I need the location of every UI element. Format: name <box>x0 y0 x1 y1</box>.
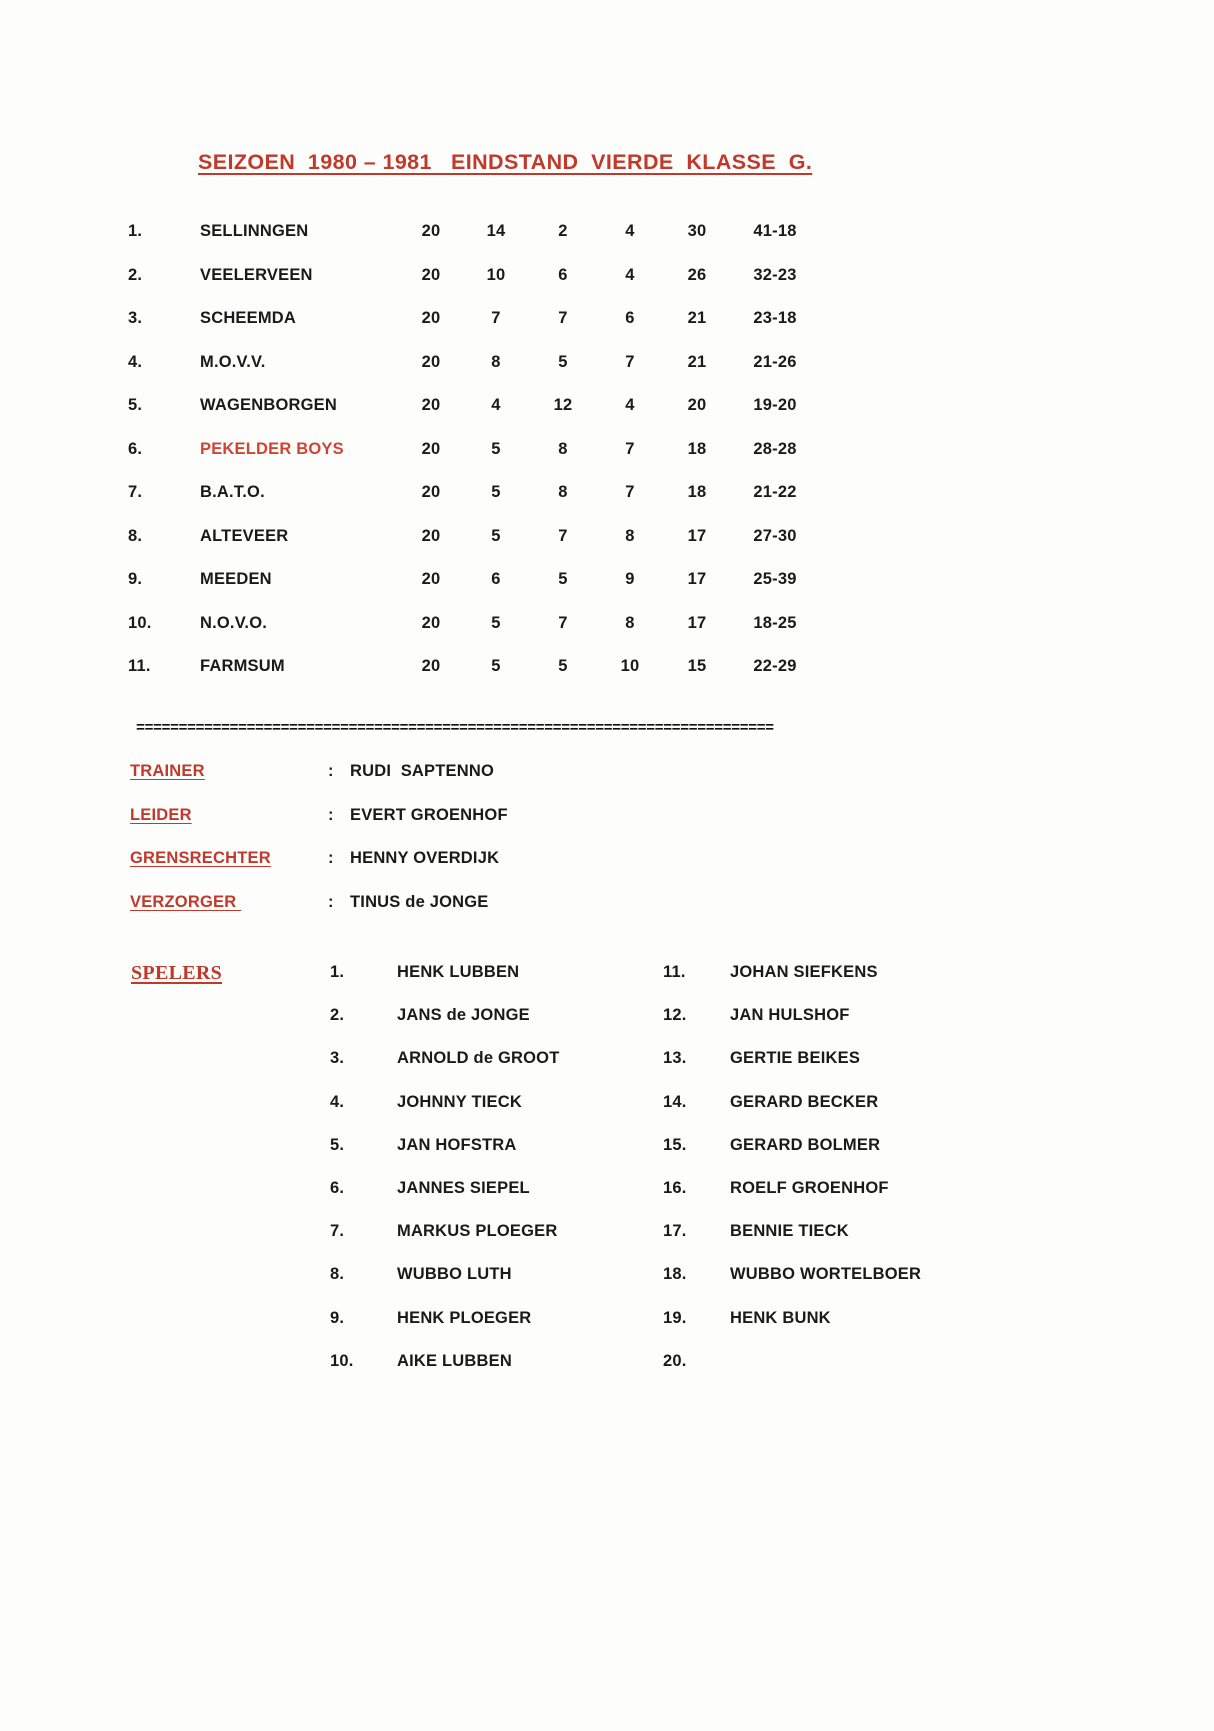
section-divider: =========================================================================== <box>136 720 774 737</box>
row-played: 20 <box>421 396 441 414</box>
table-row <box>128 396 828 440</box>
player-number: 14. <box>663 1092 687 1111</box>
row-position: 6. <box>128 439 143 458</box>
table-row <box>128 483 828 527</box>
player-number: 16. <box>663 1178 687 1197</box>
row-played: 20 <box>421 222 441 240</box>
list-item <box>663 1136 921 1179</box>
player-name: ARNOLD de GROOT <box>397 1049 560 1068</box>
players-column-left <box>330 963 560 1395</box>
table-row <box>128 614 828 658</box>
row-position: 1. <box>128 222 143 240</box>
row-played: 20 <box>421 265 441 284</box>
list-item <box>663 963 921 1006</box>
row-team-name: N.O.V.O. <box>200 613 268 632</box>
list-item <box>330 1309 560 1352</box>
player-name: HENK PLOEGER <box>397 1308 532 1327</box>
row-played: 20 <box>421 352 441 371</box>
row-points: 17 <box>687 570 707 588</box>
row-goals: 22-29 <box>753 657 797 675</box>
row-team-name: FARMSUM <box>200 657 285 675</box>
row-goals: 23-18 <box>753 309 797 327</box>
row-played: 20 <box>421 657 441 675</box>
row-team-name: SELLINNGEN <box>200 222 309 240</box>
staff-role-label: VERZORGER <box>130 892 242 911</box>
player-number: 10. <box>330 1351 354 1370</box>
list-item <box>663 1093 921 1136</box>
player-name: JOHNNY TIECK <box>397 1092 522 1111</box>
row-points: 18 <box>687 439 707 458</box>
row-played: 20 <box>421 526 441 545</box>
row-drawn: 5 <box>558 570 568 588</box>
player-name: JANNES SIEPEL <box>397 1178 530 1197</box>
staff-row <box>130 893 508 937</box>
row-drawn: 2 <box>558 222 568 240</box>
staff-colon: : <box>328 892 334 911</box>
table-row <box>128 657 828 701</box>
row-position: 5. <box>128 396 143 414</box>
player-number: 5. <box>330 1135 345 1154</box>
staff-person-name: TINUS de JONGE <box>350 892 489 911</box>
list-item <box>330 1093 560 1136</box>
table-row <box>128 353 828 397</box>
row-played: 20 <box>421 570 441 588</box>
row-position: 8. <box>128 526 143 545</box>
row-points: 17 <box>687 613 707 632</box>
row-position: 7. <box>128 483 143 501</box>
row-won: 5 <box>491 483 501 501</box>
player-name: WUBBO LUTH <box>397 1265 512 1284</box>
staff-row <box>130 806 508 850</box>
row-goals: 41-18 <box>753 222 797 240</box>
row-won: 5 <box>491 439 501 458</box>
row-lost: 7 <box>625 352 635 371</box>
staff-person-name: EVERT GROENHOF <box>350 805 508 824</box>
row-won: 14 <box>486 222 506 240</box>
row-points: 21 <box>687 309 707 327</box>
row-team-name: M.O.V.V. <box>200 352 266 371</box>
player-number: 17. <box>663 1222 687 1241</box>
row-played: 20 <box>421 439 441 458</box>
row-position: 10. <box>128 613 152 632</box>
player-number: 7. <box>330 1222 345 1241</box>
players-section-label: SPELERS <box>131 962 223 984</box>
staff-role-label: LEIDER <box>130 805 192 824</box>
player-number: 12. <box>663 1006 687 1025</box>
row-drawn: 7 <box>558 613 568 632</box>
player-name: JAN HOFSTRA <box>397 1135 517 1154</box>
row-points: 30 <box>687 222 707 240</box>
row-played: 20 <box>421 309 441 327</box>
table-row <box>128 440 828 484</box>
row-won: 4 <box>491 396 501 414</box>
player-number: 13. <box>663 1049 687 1068</box>
row-goals: 21-22 <box>753 483 797 501</box>
row-points: 21 <box>687 352 707 371</box>
row-lost: 7 <box>625 483 635 501</box>
row-position: 4. <box>128 352 143 371</box>
row-won: 5 <box>491 613 501 632</box>
row-goals: 32-23 <box>753 265 797 284</box>
standings-table <box>128 222 828 701</box>
list-item <box>330 1049 560 1092</box>
row-drawn: 7 <box>558 526 568 545</box>
row-team-name: WAGENBORGEN <box>200 396 337 414</box>
row-lost: 6 <box>625 309 635 327</box>
row-drawn: 5 <box>558 657 568 675</box>
player-name: JOHAN SIEFKENS <box>730 963 878 981</box>
table-row <box>128 309 828 353</box>
player-number: 2. <box>330 1006 345 1025</box>
player-number: 19. <box>663 1308 687 1327</box>
list-item <box>330 1265 560 1308</box>
row-goals: 19-20 <box>753 396 797 414</box>
player-name: AIKE LUBBEN <box>397 1351 512 1370</box>
row-goals: 21-26 <box>753 352 797 371</box>
players-column-right <box>663 963 921 1395</box>
row-team-name: PEKELDER BOYS <box>200 439 344 458</box>
staff-colon: : <box>328 849 334 867</box>
player-name: ROELF GROENHOF <box>730 1178 889 1197</box>
page-title: SEIZOEN 1980 – 1981 EINDSTAND VIERDE KLASSE G. <box>198 150 813 174</box>
table-row <box>128 266 828 310</box>
row-position: 9. <box>128 570 143 588</box>
staff-row <box>130 762 508 806</box>
player-name: GERARD BOLMER <box>730 1135 881 1154</box>
row-points: 18 <box>687 483 707 501</box>
player-name: JAN HULSHOF <box>730 1006 850 1025</box>
table-row <box>128 527 828 571</box>
list-item <box>663 1179 921 1222</box>
player-number: 9. <box>330 1308 345 1327</box>
row-played: 20 <box>421 613 441 632</box>
player-name: HENK LUBBEN <box>397 963 520 981</box>
player-number: 6. <box>330 1178 345 1197</box>
table-row <box>128 222 828 266</box>
row-position: 11. <box>128 657 151 675</box>
table-row <box>128 570 828 614</box>
player-number: 18. <box>663 1265 687 1284</box>
row-won: 8 <box>491 352 501 371</box>
row-won: 5 <box>491 526 501 545</box>
row-points: 17 <box>687 526 707 545</box>
row-drawn: 12 <box>553 396 573 414</box>
player-number: 3. <box>330 1049 345 1068</box>
row-drawn: 6 <box>558 265 568 284</box>
row-goals: 25-39 <box>753 570 797 588</box>
row-lost: 4 <box>625 265 635 284</box>
list-item <box>330 1222 560 1265</box>
row-points: 20 <box>687 396 707 414</box>
staff-colon: : <box>328 762 334 780</box>
list-item <box>663 1006 921 1049</box>
staff-role-label: GRENSRECHTER <box>130 849 271 867</box>
staff-list <box>130 762 508 936</box>
player-name: WUBBO WORTELBOER <box>730 1265 922 1284</box>
list-item <box>663 1352 921 1395</box>
list-item <box>330 1136 560 1179</box>
row-position: 3. <box>128 309 143 327</box>
player-number: 8. <box>330 1265 345 1284</box>
row-goals: 28-28 <box>753 439 797 458</box>
row-points: 26 <box>687 265 707 284</box>
list-item <box>663 1049 921 1092</box>
row-won: 5 <box>491 657 501 675</box>
player-name: JANS de JONGE <box>397 1006 530 1025</box>
staff-colon: : <box>328 805 334 824</box>
row-lost: 7 <box>625 439 635 458</box>
row-won: 10 <box>486 265 506 284</box>
row-lost: 8 <box>625 613 635 632</box>
staff-person-name: RUDI SAPTENNO <box>350 762 494 780</box>
player-number: 1. <box>330 963 345 981</box>
player-name: HENK BUNK <box>730 1308 831 1327</box>
row-drawn: 5 <box>558 352 568 371</box>
row-goals: 18-25 <box>753 613 797 632</box>
row-won: 7 <box>491 309 501 327</box>
row-position: 2. <box>128 265 143 284</box>
player-name: BENNIE TIECK <box>730 1222 849 1241</box>
player-name: MARKUS PLOEGER <box>397 1222 558 1241</box>
list-item <box>330 963 560 1006</box>
row-lost: 8 <box>625 526 635 545</box>
player-number: 11. <box>663 963 686 981</box>
row-won: 6 <box>491 570 501 588</box>
player-name: GERARD BECKER <box>730 1092 879 1111</box>
row-team-name: MEEDEN <box>200 570 272 588</box>
list-item <box>330 1006 560 1049</box>
staff-row <box>130 849 508 893</box>
row-team-name: ALTEVEER <box>200 526 289 545</box>
staff-role-label: TRAINER <box>130 762 205 780</box>
player-number: 20. <box>663 1351 687 1370</box>
row-lost: 4 <box>625 222 635 240</box>
list-item <box>663 1265 921 1308</box>
row-played: 20 <box>421 483 441 501</box>
row-team-name: B.A.T.O. <box>200 483 265 501</box>
player-number: 4. <box>330 1092 345 1111</box>
row-drawn: 8 <box>558 483 568 501</box>
row-drawn: 8 <box>558 439 568 458</box>
player-number: 15. <box>663 1135 687 1154</box>
list-item <box>663 1309 921 1352</box>
row-team-name: SCHEEMDA <box>200 309 297 327</box>
row-goals: 27-30 <box>753 526 797 545</box>
row-lost: 9 <box>625 570 635 588</box>
list-item <box>330 1352 560 1395</box>
row-lost: 10 <box>620 657 640 675</box>
row-drawn: 7 <box>558 309 568 327</box>
row-lost: 4 <box>625 396 635 414</box>
list-item <box>330 1179 560 1222</box>
list-item <box>663 1222 921 1265</box>
row-points: 15 <box>687 657 707 675</box>
row-team-name: VEELERVEEN <box>200 265 313 284</box>
player-name: GERTIE BEIKES <box>730 1049 861 1068</box>
staff-person-name: HENNY OVERDIJK <box>350 849 500 867</box>
